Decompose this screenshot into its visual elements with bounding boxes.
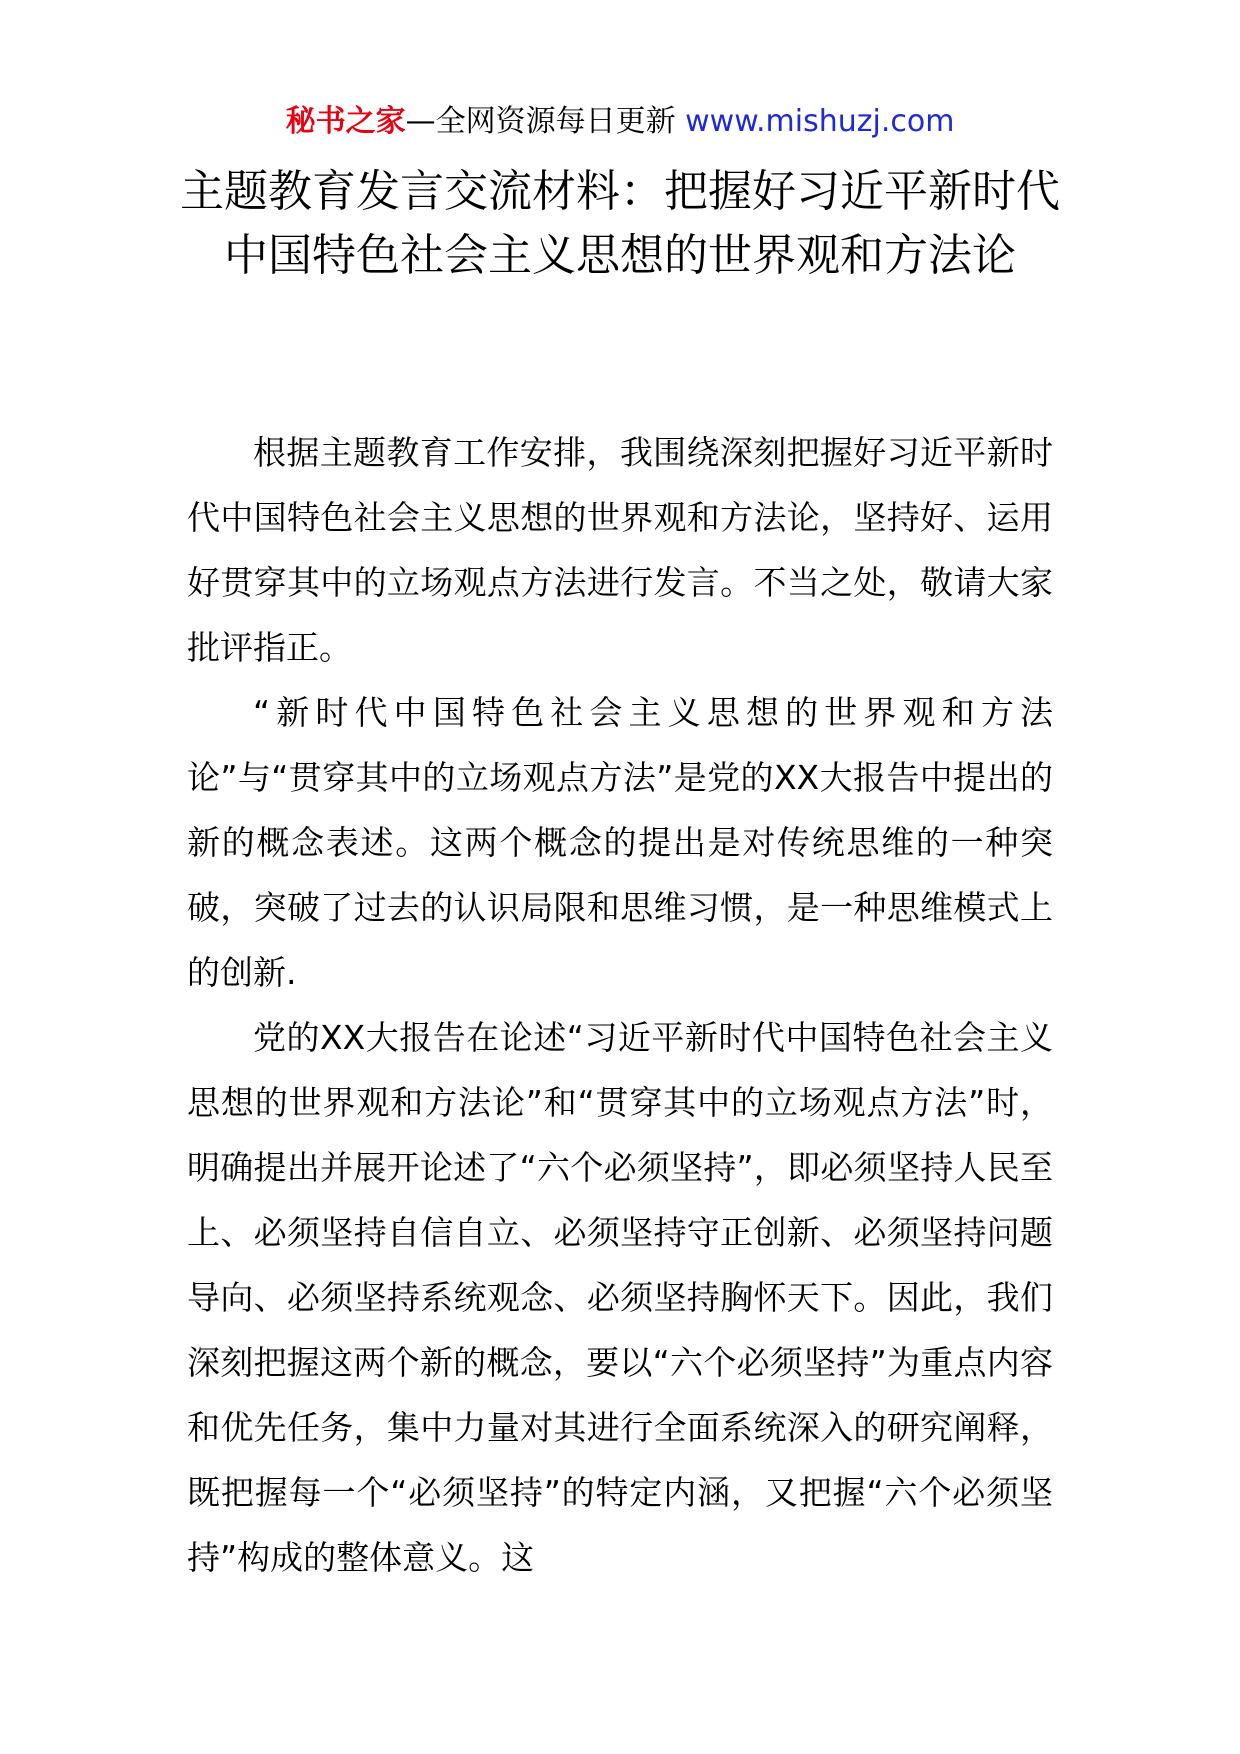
site-url-link[interactable]: www.mishuzj.com [685, 104, 955, 139]
paragraph-2: “新时代中国特色社会主义思想的世界观和方法论”与“贯穿其中的立场观点方法”是党的XX大报告中提出的新的概念表述。这两个概念的提出是对传统思维的一种突破，突破了过去的认识局限和思维习惯，是一种思维模式上的创新. [187, 693, 1053, 992]
paragraph-1: 根据主题教育工作安排，我围绕深刻把握好习近平新时代中国特色社会主义思想的世界观和方法论，坚持好、运用好贯穿其中的立场观点方法进行发言。不当之处，敬请大家批评指正。 [187, 433, 1053, 667]
document-title: 主题教育发言交流材料：把握好习近平新时代中国特色社会主义思想的世界观和方法论 [180, 166, 1060, 281]
watermark-header [0, 100, 1240, 144]
brand-name: 秘书之家 [285, 104, 406, 139]
paragraph-3: 党的XX大报告在论述“习近平新时代中国特色社会主义思想的世界观和方法论”和“贯穿其中的立场观点方法”时，明确提出并展开论述了“六个必须坚持”，即必须坚持人民至上、必须坚持自信自立、必须坚持守正创新、必须坚持问题导向、必须坚持系统观念、必须坚持胸怀天下。因此，我们深刻把握这两个新的概念，要以“六个必须坚持”为重点内容和优先任务，集中力量对其进行全面系统深入的研究阐释，既把握每一个“必须坚持”的特定内涵，又把握“六个必须坚持”构成的整体意义。这 [187, 1018, 1053, 1577]
document-body [187, 420, 1053, 1590]
brand-tagline: —全网资源每日更新 [405, 104, 676, 139]
